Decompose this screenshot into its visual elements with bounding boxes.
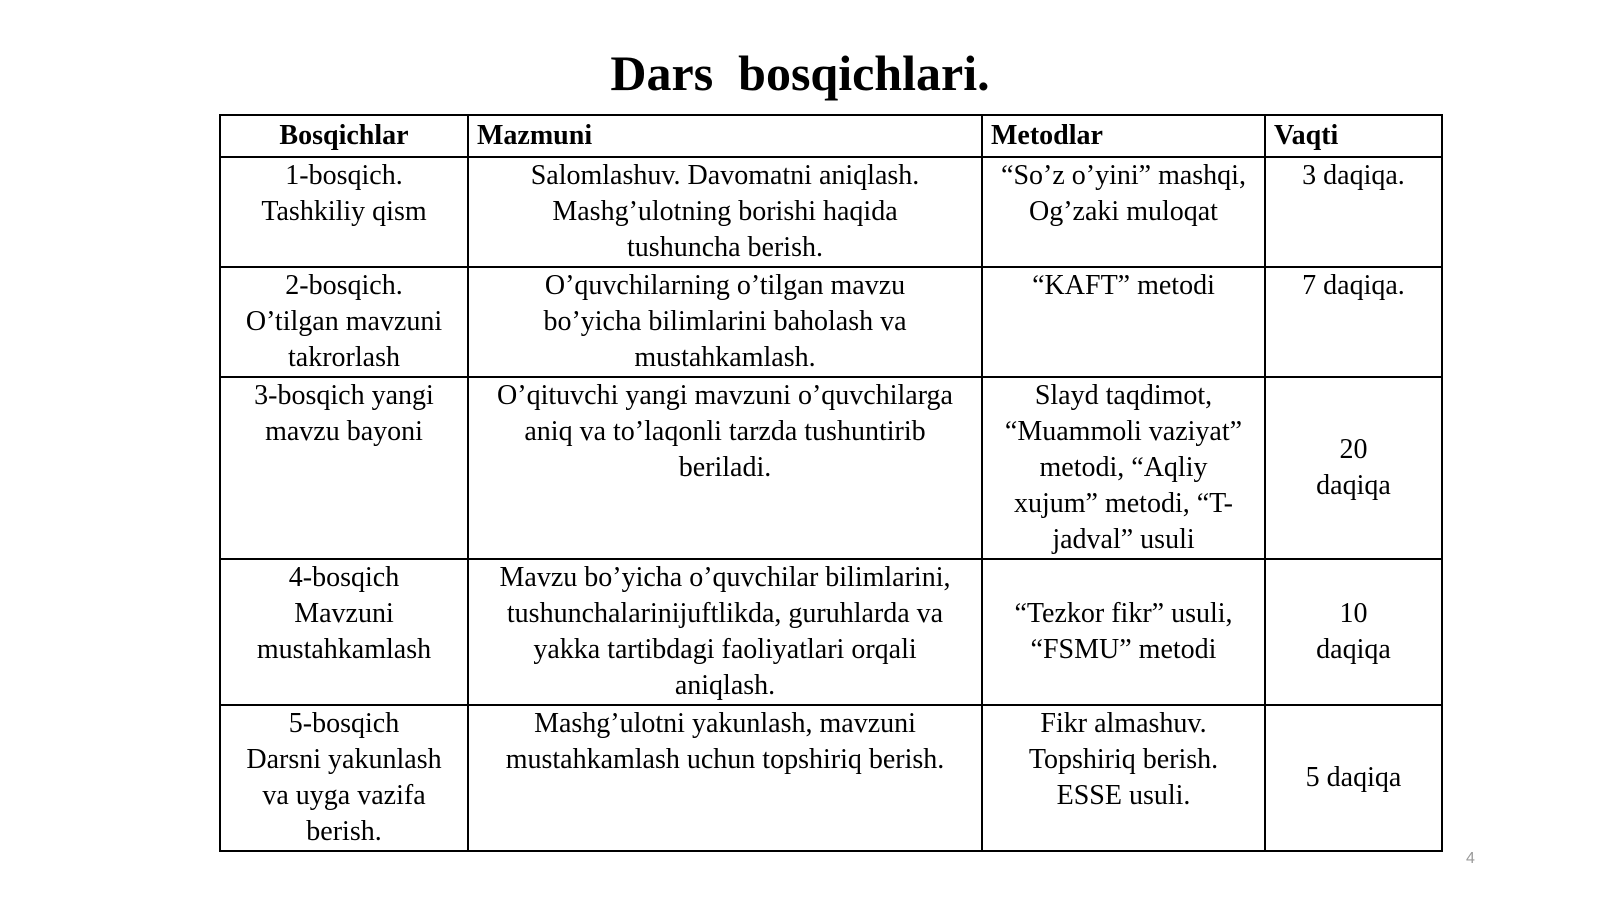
time-line: daqiqa bbox=[1316, 634, 1391, 665]
methods-line: ESSE usuli. bbox=[1056, 780, 1191, 811]
content-line: bo’yicha bilimlarini baholash va bbox=[543, 306, 907, 337]
content-line: O’quvchilarning o’tilgan mavzu bbox=[544, 270, 906, 301]
content-line: Mashg’ulotni yakunlash, mavzuni bbox=[534, 708, 916, 739]
header-content: Mazmuni bbox=[468, 115, 982, 157]
stage-line: va uyga vazifa bbox=[262, 780, 426, 811]
header-methods: Metodlar bbox=[982, 115, 1265, 157]
content-line: yakka tartibdagi faoliyatlari orqali bbox=[533, 634, 917, 665]
methods-line: “Muammoli vaziyat” bbox=[1004, 416, 1243, 447]
time-cell bbox=[1265, 157, 1442, 267]
table-row bbox=[220, 377, 1442, 559]
methods-line: Fikr almashuv. bbox=[1040, 708, 1207, 739]
page-title: Dars bosqichlari. bbox=[610, 45, 990, 101]
table-row bbox=[220, 559, 1442, 705]
header-stages: Bosqichlar bbox=[220, 115, 468, 157]
methods-cell bbox=[982, 559, 1265, 705]
page-number: 4 bbox=[1466, 850, 1475, 867]
methods-line: “KAFT” metodi bbox=[1032, 270, 1215, 301]
methods-cell bbox=[982, 157, 1265, 267]
stage-line: Tashkiliy qism bbox=[261, 196, 427, 227]
methods-line: Og’zaki muloqat bbox=[1029, 196, 1218, 227]
methods-line: “So’z o’yini” mashqi, bbox=[1001, 160, 1246, 191]
content-line: mustahkamlash. bbox=[634, 342, 816, 373]
methods-cell bbox=[982, 705, 1265, 851]
stage-line: 2-bosqich. bbox=[285, 270, 403, 301]
stage-line: mustahkamlash bbox=[256, 634, 432, 665]
stage-cell bbox=[220, 559, 468, 705]
content-line: aniq va to’laqonli tarzda tushuntirib bbox=[524, 416, 926, 447]
methods-line: Topshiriq berish. bbox=[1028, 744, 1219, 775]
time-cell bbox=[1265, 377, 1442, 559]
time-line: daqiqa bbox=[1316, 470, 1391, 501]
content-line: Mashg’ulotning borishi haqida bbox=[552, 196, 898, 227]
content-line: aniqlash. bbox=[674, 670, 776, 701]
time-cell bbox=[1265, 559, 1442, 705]
stage-line: 4-bosqich bbox=[288, 562, 400, 593]
stage-line: takrorlash bbox=[288, 342, 400, 373]
lesson-stages-table bbox=[219, 114, 1443, 852]
content-line: tushuncha berish. bbox=[627, 232, 823, 263]
stage-cell bbox=[220, 267, 468, 377]
stage-line: mavzu bayoni bbox=[265, 416, 423, 447]
table-row bbox=[220, 705, 1442, 851]
content-line: Salomlashuv. Davomatni aniqlash. bbox=[530, 160, 920, 191]
table-row bbox=[220, 267, 1442, 377]
methods-line: Slayd taqdimot, bbox=[1034, 380, 1213, 411]
content-cell bbox=[468, 267, 982, 377]
stage-line: O’tilgan mavzuni bbox=[245, 306, 443, 337]
time-cell bbox=[1265, 267, 1442, 377]
methods-line: “FSMU” metodi bbox=[1030, 634, 1217, 665]
time-line: 20 bbox=[1339, 434, 1368, 465]
table-header-row bbox=[220, 115, 1442, 157]
content-cell bbox=[468, 157, 982, 267]
methods-line: metodi, “Aqliy bbox=[1039, 452, 1208, 483]
time-line: 5 daqiqa bbox=[1305, 762, 1402, 793]
content-line: tushunchalarinijuftlikda, guruhlarda va bbox=[506, 598, 944, 629]
time-line: 7 daqiqa. bbox=[1302, 270, 1405, 301]
stage-line: 1-bosqich. bbox=[285, 160, 403, 191]
content-line: beriladi. bbox=[678, 452, 772, 483]
content-cell bbox=[468, 377, 982, 559]
time-line: 10 bbox=[1339, 598, 1368, 629]
content-line: Mavzu bo’yicha o’quvchilar bilimlarini, bbox=[499, 562, 951, 593]
table-row bbox=[220, 157, 1442, 267]
stage-line: Mavzuni bbox=[294, 598, 394, 629]
content-line: O’qituvchi yangi mavzuni o’quvchilarga bbox=[497, 380, 953, 411]
content-cell bbox=[468, 559, 982, 705]
stage-line: berish. bbox=[306, 816, 382, 847]
stage-line: 3-bosqich yangi bbox=[254, 380, 434, 411]
stage-cell bbox=[220, 157, 468, 267]
header-time: Vaqti bbox=[1265, 115, 1442, 157]
methods-line: xujum” metodi, “T- bbox=[1013, 488, 1234, 519]
methods-cell bbox=[982, 267, 1265, 377]
stage-cell bbox=[220, 377, 468, 559]
content-line: mustahkamlash uchun topshiriq berish. bbox=[505, 744, 945, 775]
time-line: 3 daqiqa. bbox=[1302, 160, 1405, 191]
stage-cell bbox=[220, 705, 468, 851]
stage-line: 5-bosqich bbox=[288, 708, 400, 739]
content-cell bbox=[468, 705, 982, 851]
methods-line: “Tezkor fikr” usuli, bbox=[1014, 598, 1233, 629]
time-cell bbox=[1265, 705, 1442, 851]
methods-line: jadval” usuli bbox=[1052, 524, 1195, 555]
stage-line: Darsni yakunlash bbox=[246, 744, 442, 775]
methods-cell bbox=[982, 377, 1265, 559]
